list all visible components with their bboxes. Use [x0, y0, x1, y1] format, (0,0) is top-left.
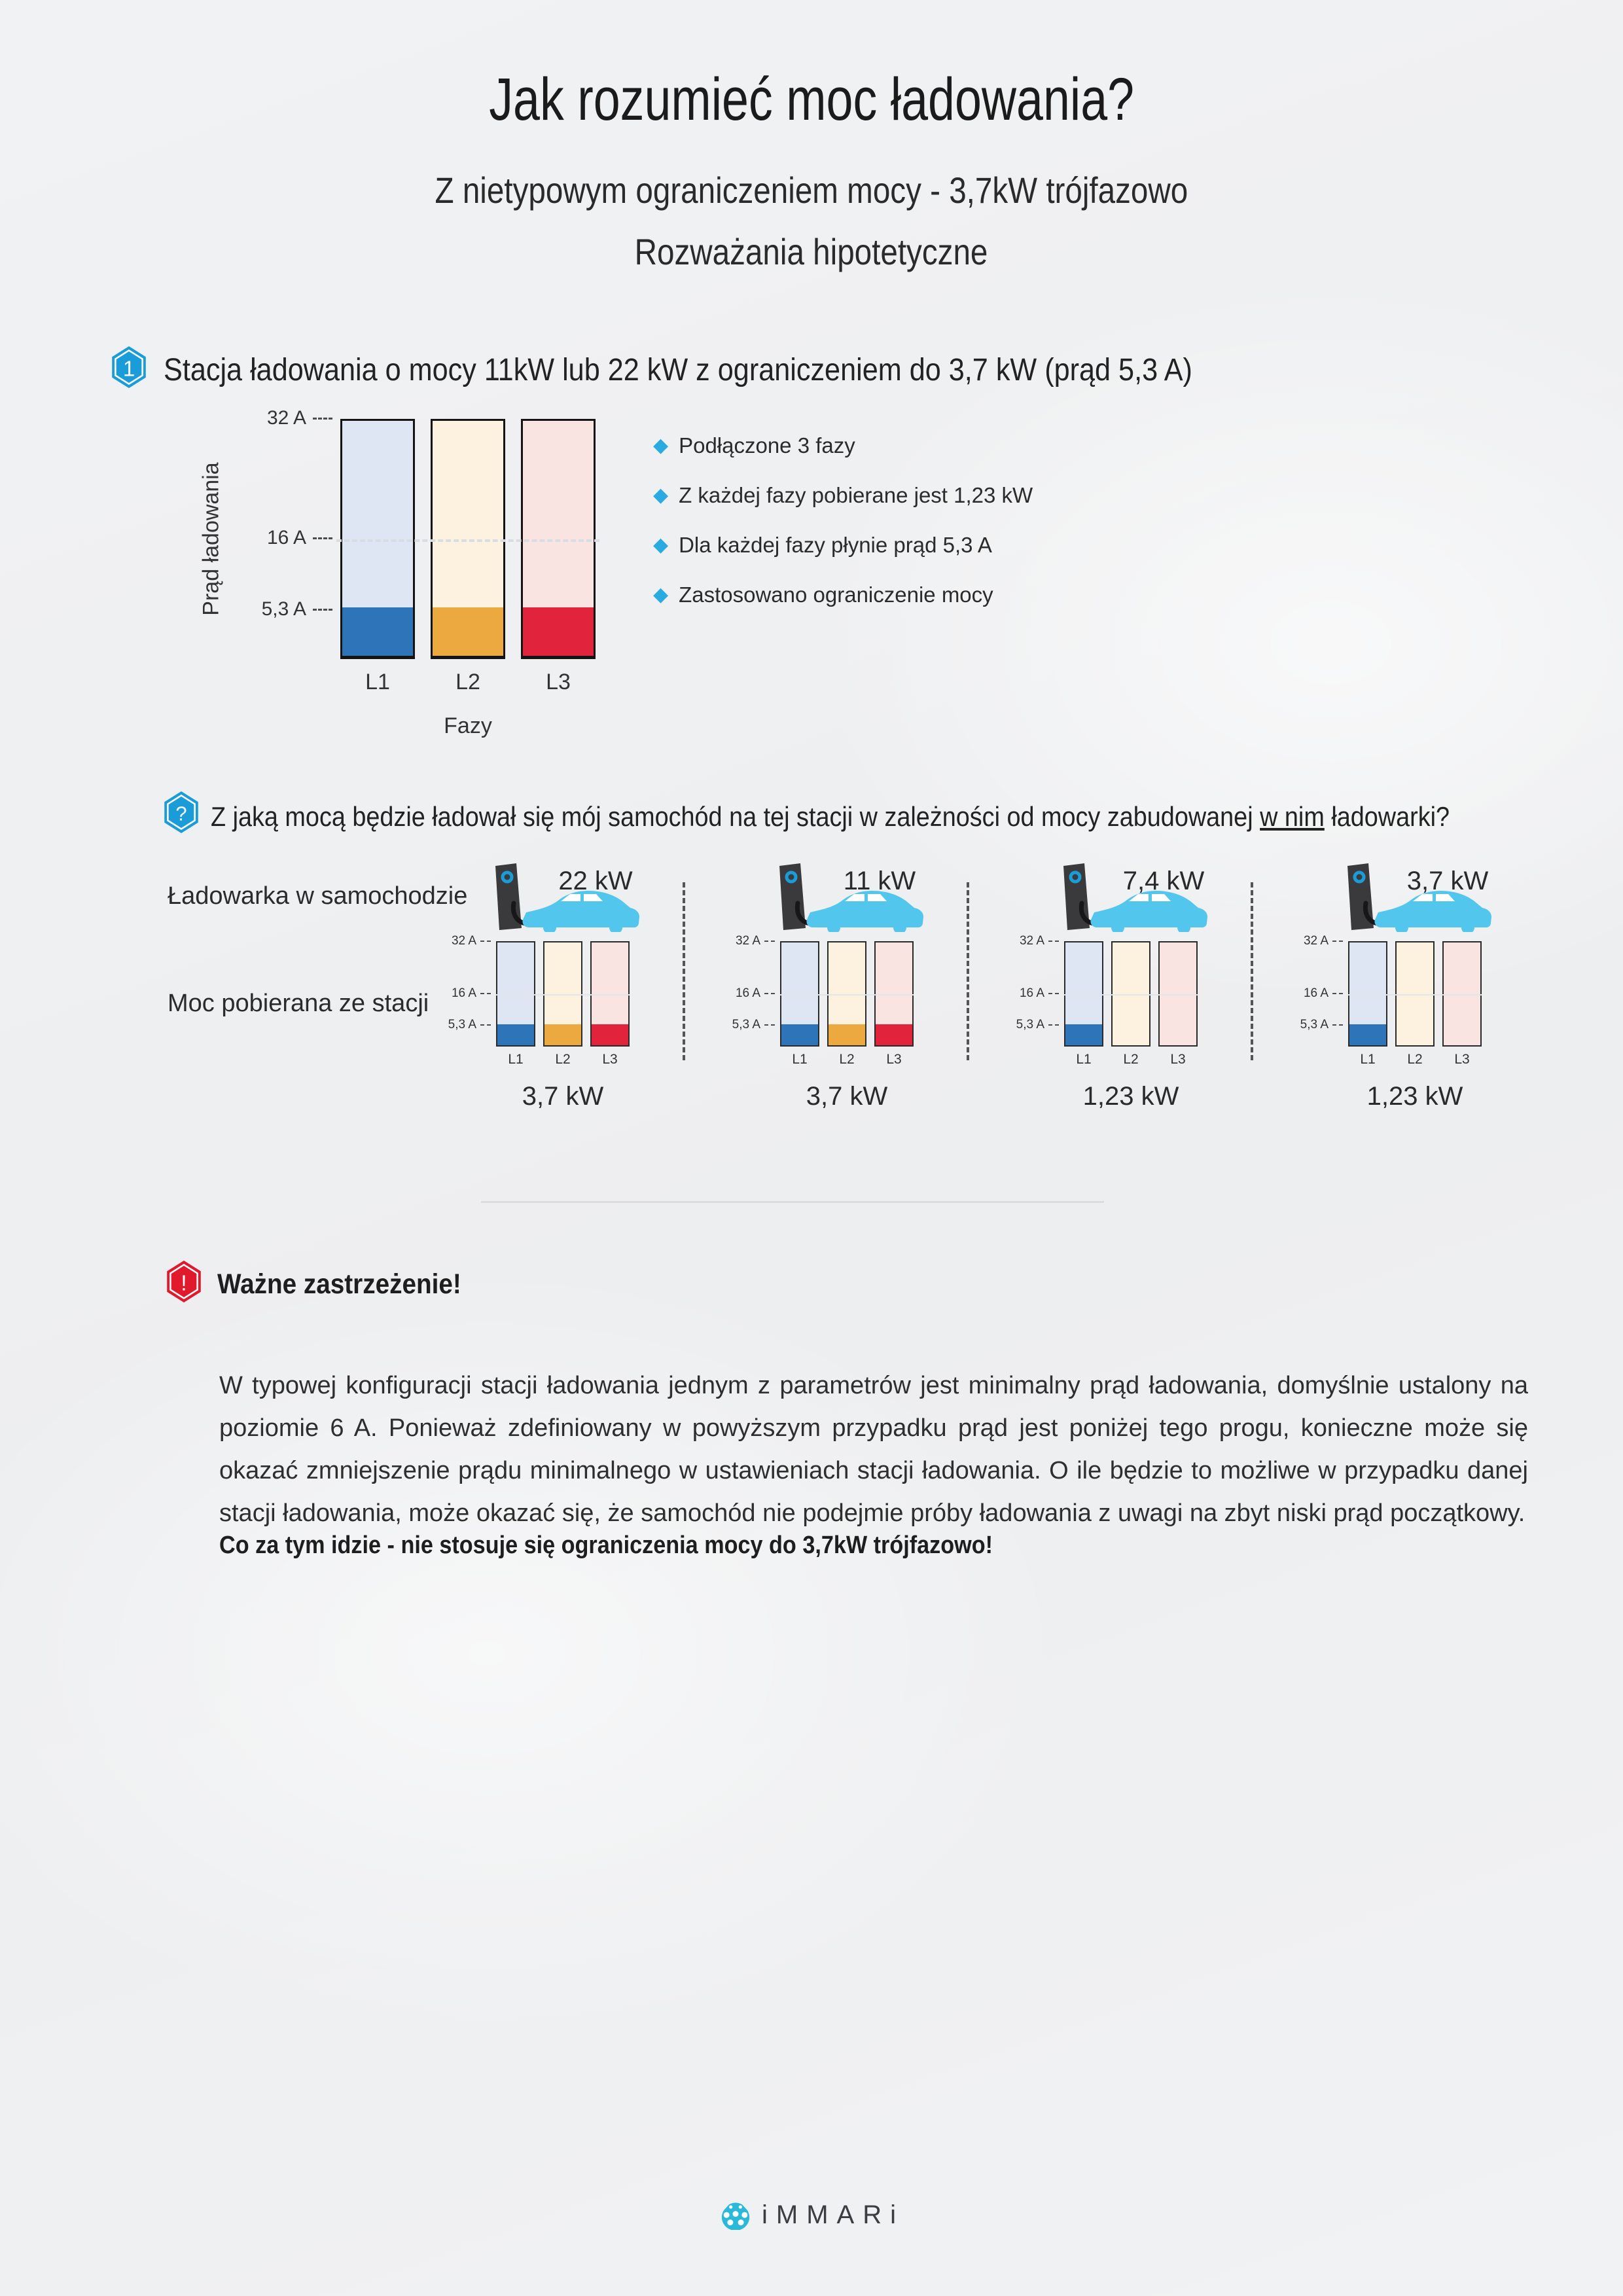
bullet-item: ◆ Z każdej fazy pobierane jest 1,23 kW — [653, 483, 1033, 507]
bullet-item: ◆ Zastosowano ograniczenie mocy — [653, 583, 993, 607]
mini-chart-categories: L1 L2 L3 — [1076, 1052, 1186, 1067]
mini-tick-5-3A: 5,3 A — [448, 1018, 491, 1032]
main-bar-chart — [261, 407, 596, 739]
mini-chart-16A-gridline — [496, 994, 630, 996]
tick-dash — [313, 609, 332, 611]
main-bar-L2-fill — [433, 607, 503, 656]
tick-dash — [764, 1024, 775, 1026]
mini-bar-L1-fill — [781, 1024, 818, 1045]
mini-chart-categories: L1 L2 L3 — [792, 1052, 902, 1067]
warning-badge-hexagon-icon — [165, 1260, 203, 1303]
question-badge-hexagon-icon — [162, 791, 200, 834]
question-text: Z jaką mocą będzie ładował się mój samochód na tej stacji w zależności od mocy zabudowanej w nim ładowarki? — [211, 801, 1450, 832]
warning-paragraph: W typowej konfiguracji stacji ładowania jednym z parametrów jest minimalny prąd ładowania, domyślnie ustalony na poziomie 6 A. Ponieważ zdefiniowany w powyższym przypadku prąd jest poniżej tego progu, konieczne może się okazać zmniejszenie prądu minimalnego w ustawieniach stacji ładowania. O ile będzie to możliwe w przypadku danej stacji ładowania, może okazać się, że samochód nie podejmie próby ładowania z uwagi na zbyt niski prąd początkowy. — [219, 1372, 1528, 1527]
main-chart-x-axis-title: Fazy — [444, 713, 492, 738]
main-chart-tick-5-3A: 5,3 A — [262, 598, 332, 620]
mini-bar-L3-fill — [876, 1024, 912, 1045]
mini-bar-chart — [1300, 934, 1482, 1111]
car-charger-power: 7,4 kW — [1122, 867, 1205, 895]
diamond-bullet-icon: ◆ — [653, 534, 669, 556]
station-draw-power: 3,7 kW — [806, 1082, 888, 1111]
mini-chart-categories: L1 L2 L3 — [1360, 1052, 1470, 1067]
footer-brand — [0, 2200, 1623, 2230]
mini-chart-16A-gridline — [1064, 994, 1198, 996]
diamond-bullet-icon: ◆ — [653, 435, 669, 456]
mini-chart-16A-gridline — [780, 994, 914, 996]
ev-charging-graphic — [772, 863, 926, 932]
page-subtitle-line2: Rozważania hipotetyczne — [635, 231, 988, 272]
diamond-bullet-icon: ◆ — [653, 484, 669, 506]
main-chart-bars — [261, 407, 596, 659]
main-chart-y-axis-title: Prąd ładowania — [198, 462, 224, 616]
tick-dash — [480, 941, 491, 942]
scenario-separator — [683, 882, 685, 1060]
diamond-bullet-icon: ◆ — [653, 584, 669, 605]
mini-tick-32A: 32 A — [1304, 934, 1343, 948]
mini-bar-L1-fill — [1349, 1024, 1386, 1045]
main-chart-16A-gridline — [336, 539, 599, 542]
main-bar-L1-fill — [342, 607, 413, 656]
tick-dash — [1332, 941, 1343, 942]
mini-bar-L3-fill — [592, 1024, 628, 1045]
mini-bar-chart — [1016, 934, 1198, 1111]
mini-tick-16A: 16 A — [1020, 986, 1059, 1001]
station-draw-power: 1,23 kW — [1366, 1082, 1463, 1111]
page-subtitle-line1: Z nietypowym ograniczeniem mocy - 3,7kW trójfazowo — [435, 170, 1188, 211]
main-cat-L2: L2 — [455, 670, 480, 694]
tick-dash — [764, 993, 775, 994]
mini-tick-16A: 16 A — [736, 986, 775, 1001]
section-1-bullet-list — [653, 432, 1033, 631]
mini-bar-L1-fill — [1065, 1024, 1102, 1045]
main-bar-L3-fill — [523, 607, 594, 656]
bullet-item: ◆ Dla każdej fazy płynie prąd 5,3 A — [653, 533, 992, 557]
scenario-separator — [967, 882, 969, 1060]
svg-text:1: 1 — [122, 356, 135, 381]
scenario-separator — [1251, 882, 1253, 1060]
svg-text:?: ? — [175, 802, 187, 825]
bullet-item: ◆ Podłączone 3 fazy — [653, 433, 855, 457]
scenario-11kw — [706, 863, 988, 1111]
scenario-7-4kw — [990, 863, 1272, 1111]
tick-dash — [1332, 1024, 1343, 1026]
car-charger-power: 11 kW — [843, 867, 916, 895]
main-cat-L3: L3 — [546, 670, 571, 694]
main-cat-L1: L1 — [365, 670, 390, 694]
tick-dash — [313, 418, 332, 420]
mini-tick-5-3A: 5,3 A — [1016, 1018, 1059, 1032]
mini-bar-L1-fill — [497, 1024, 534, 1045]
tick-dash — [1048, 1024, 1059, 1026]
svg-text:!: ! — [181, 1270, 187, 1295]
station-draw-power: 3,7 kW — [522, 1082, 604, 1111]
ev-charging-graphic — [488, 863, 642, 932]
mini-bar-L2-fill — [829, 1024, 865, 1045]
ev-charging-graphic — [1340, 863, 1494, 932]
mini-bar-L2-fill — [544, 1024, 581, 1045]
tick-dash — [1048, 941, 1059, 942]
main-chart-tick-32A: 32 A — [267, 407, 332, 429]
main-chart-tick-16A: 16 A — [267, 527, 332, 549]
mini-bar-chart — [448, 934, 630, 1111]
mini-chart-16A-gridline — [1348, 994, 1482, 996]
warning-conclusion: Co za tym idzie - nie stosuje się ograniczenia mocy do 3,7kW trójfazowo! — [219, 1532, 993, 1559]
tick-dash — [480, 1024, 491, 1026]
warning-heading: Ważne zastrzeżenie! — [217, 1268, 461, 1300]
mini-tick-16A: 16 A — [1304, 986, 1343, 1001]
mini-bar-chart — [732, 934, 914, 1111]
section-1-badge-hexagon-icon — [110, 346, 148, 389]
mini-tick-32A: 32 A — [452, 934, 491, 948]
brand-name: iMMARi — [762, 2200, 904, 2229]
car-charger-power: 22 kW — [558, 867, 633, 895]
mini-chart-categories: L1 L2 L3 — [508, 1052, 618, 1067]
row-label-station-draw: Moc pobierana ze stacji — [168, 990, 429, 1017]
tick-dash — [764, 941, 775, 942]
tick-dash — [480, 993, 491, 994]
page-title: Jak rozumieć moc ładowania? — [489, 66, 1134, 133]
mini-tick-32A: 32 A — [736, 934, 775, 948]
scenario-22kw — [422, 863, 704, 1111]
mini-tick-32A: 32 A — [1020, 934, 1059, 948]
car-charger-power: 3,7 kW — [1406, 867, 1489, 895]
main-chart-categories — [340, 670, 596, 695]
row-label-car-charger: Ładowarka w samochodzie — [168, 882, 468, 910]
tick-dash — [313, 537, 332, 539]
scenario-3-7kw — [1274, 863, 1556, 1111]
mini-tick-5-3A: 5,3 A — [1300, 1018, 1343, 1032]
station-draw-power: 1,23 kW — [1082, 1082, 1179, 1111]
ev-charging-graphic — [1056, 863, 1210, 932]
tick-dash — [1048, 993, 1059, 994]
section-divider-line — [481, 1201, 1104, 1203]
mini-tick-5-3A: 5,3 A — [732, 1018, 775, 1032]
question-underlined-phrase: w nim — [1260, 801, 1325, 832]
ev-plug-logo-icon — [719, 2201, 753, 2230]
tick-dash — [1332, 993, 1343, 994]
mini-tick-16A: 16 A — [452, 986, 491, 1001]
section-1-heading: Stacja ładowania o mocy 11kW lub 22 kW z ograniczeniem do 3,7 kW (prąd 5,3 A) — [164, 353, 1192, 387]
